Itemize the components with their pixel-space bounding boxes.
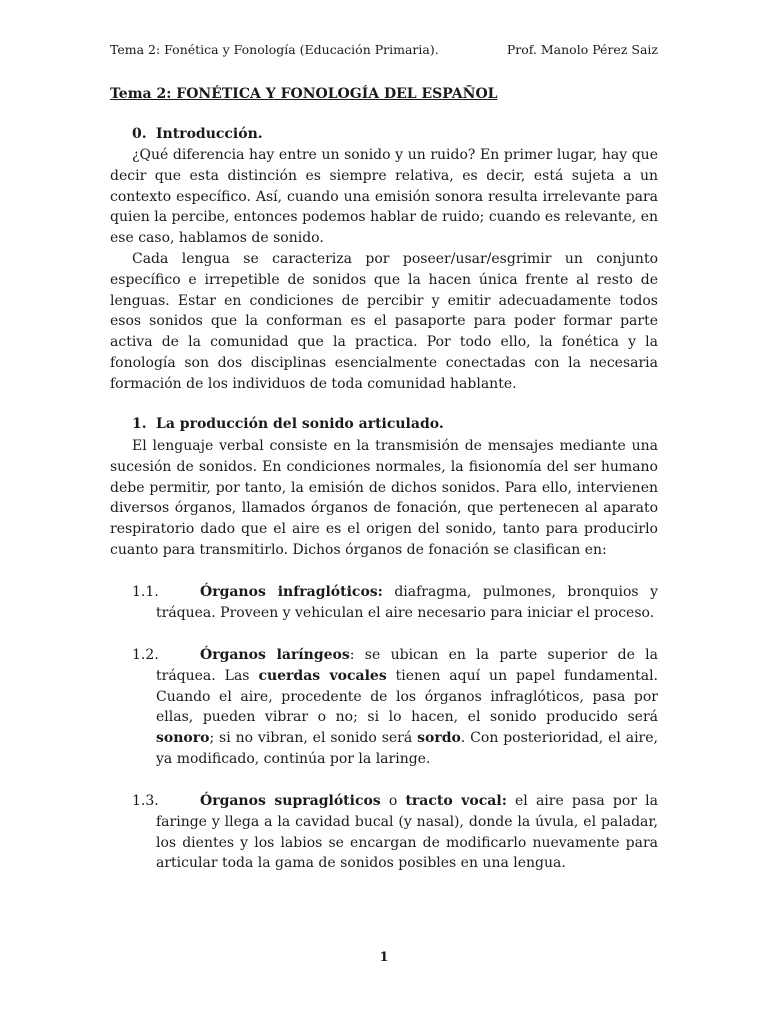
section-1-number: 1. [132, 416, 147, 432]
item-text: el aire pasa por la faringe y llega a la cavidad bucal (y nasal), donde la úvula, el paladar, los dientes y los labios se encargan de modificarlo nuevamente para articular toda la gama de sonidos posibles en una lengua. [156, 793, 658, 872]
list-item-1-3 [132, 791, 658, 874]
item-term: Órganos supraglóticos [200, 793, 381, 809]
item-term-sordo: sordo [417, 730, 461, 747]
document-title: Tema 2: FONÉTICA Y FONOLOGÍA DEL ESPAÑOL [110, 86, 498, 102]
item-text: o [380, 793, 406, 809]
header-left: Tema 2: Fonética y Fonología (Educación Primaria). [110, 42, 439, 57]
section-1-heading [132, 416, 444, 432]
item-number: 1.3. [132, 793, 159, 809]
intro-paragraph-2: Cada lengua se caracteriza por poseer/usar/esgrimir un conjunto específico e irrepetible de sonidos que la hacen única frente al resto de lenguas. Estar en condiciones de percibir y emitir adecuadamente todos esos sonidos que la conforman es el pasaporte para poder formar parte activa de la comunidad que la practica. Por todo ello, la fonética y la fonología son dos disciplinas esencialmente conectadas con la necesaria formación de los individuos de toda comunidad hablante. [110, 251, 658, 392]
header-right: Prof. Manolo Pérez Saiz [506, 42, 658, 57]
section-0-heading [132, 126, 263, 142]
section-0-number: 0. [132, 126, 147, 142]
intro-paragraph-1: ¿Qué diferencia hay entre un sonido y un ruido? En primer lugar, hay que decir que esta distinción es siempre relativa, es decir, está sujeta a un contexto específico. Así, cuando una emisión sonora resulta irrelevante para quien la percibe, entonces podemos hablar de ruido; cuando es relevante, en ese caso, hablamos de sonido. [110, 147, 658, 247]
item-body [156, 582, 658, 624]
list-item-1-2 [132, 645, 658, 770]
section-1-paragraph: El lenguaje verbal consiste en la transmisión de mensajes mediante una sucesión de sonidos. En condiciones normales, la fisionomía del ser humano debe permitir, por tanto, la emisión de dichos sonidos. Para ello, intervienen diversos órganos, llamados órganos de fonación, que pertenecen al aparato respiratorio dado que el aire es el origen del sonido, tanto para producirlo cuanto para transmitirlo. Dichos órganos de fonación se clasifican en: [110, 438, 658, 558]
item-number: 1.2. [132, 647, 159, 663]
item-text: . Con posterioridad, el aire, ya modificado, continúa por la laringe. [156, 730, 658, 767]
item-text: tienen aquí un papel fundamental. Cuando el aire, procedente de los órganos infraglóticos, pasa por ellas, pueden vibrar o no; si lo hacen, el sonido producido será [156, 667, 658, 726]
item-body [156, 791, 658, 874]
item-body [156, 645, 658, 770]
item-term: Órganos laríngeos [200, 647, 350, 663]
item-term: Órganos infraglóticos: [200, 584, 383, 600]
list-item-1-1 [132, 582, 658, 624]
page-number: 1 [379, 950, 389, 965]
page-header [110, 42, 658, 60]
item-text: : se ubican en la parte superior de la tráquea. Las [156, 647, 659, 684]
item-term-sonoro: sonoro [156, 730, 210, 747]
item-number: 1.1. [132, 584, 159, 600]
section-0-title: Introducción. [156, 126, 263, 142]
item-text: diafragma, pulmones, bronquios y tráquea. Proveen y vehiculan el aire necesario para iniciar el proceso. [156, 584, 658, 621]
section-1-title: La producción del sonido articulado. [156, 416, 444, 432]
item-term-cuerdas: cuerdas vocales [258, 667, 387, 684]
item-term-tracto: tracto vocal: [405, 793, 507, 809]
item-text: ; si no vibran, el sonido será [209, 730, 418, 747]
